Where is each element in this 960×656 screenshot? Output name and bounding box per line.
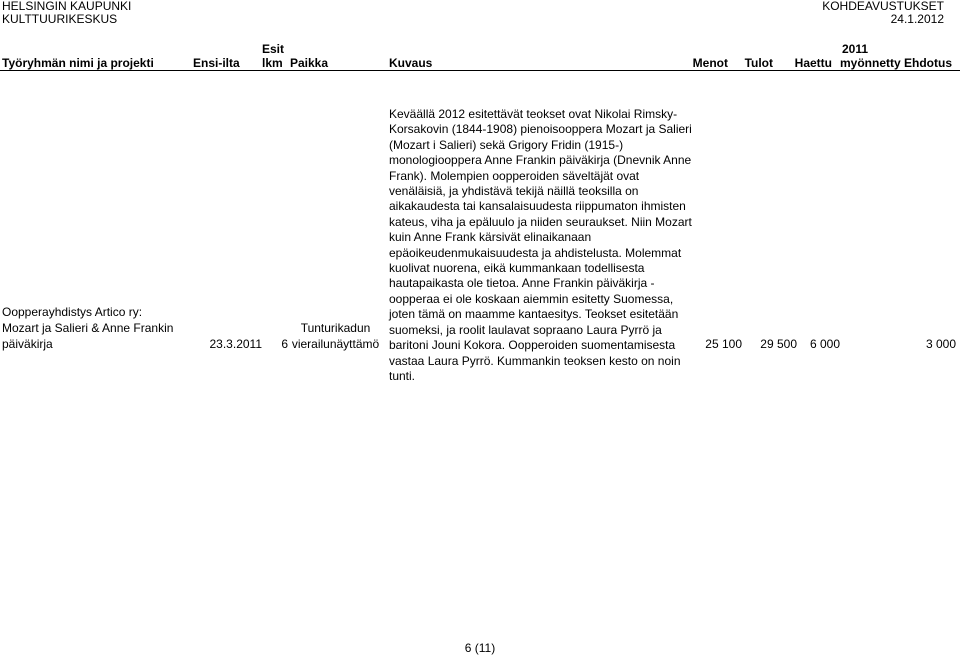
row-group-name bbox=[2, 305, 173, 351]
group-name-line: Oopperayhdistys Artico ry: bbox=[2, 305, 143, 319]
column-header-count-top: Esit bbox=[262, 42, 285, 56]
venue-line: Tunturikadun bbox=[300, 321, 371, 335]
group-name-line: Mozart ja Salieri & Anne Frankin bbox=[2, 321, 174, 335]
org-department: KULTTUURIKESKUS bbox=[2, 12, 118, 26]
row-description: Keväällä 2012 esitettävät teokset ovat Nikolai Rimsky-Korsakovin (1844-1908) pienoisooppera Mozart ja Salieri (Mozart i Salieri) sekä Grigory Fridin (1915-) monologiooppera Anne Frankin päiväkirja (Dnevnik Anne Frank). Molempien oopperoiden säveltäjät ovat venäläisiä, ja yhdistävä tekijä näillä teoksilla on aikakaudesta tai kansalaisuudesta riippumaton ihmisten kateus, viha ja epäluulo ja niiden seuraukset. Niin Mozart kuin Anne Frank kärsivät elinaikanaan epäoikeudenmukaisuudesta ja ahdistelusta. Molemmat kuolivat nuorena, eikä kummankaan todellisesta hautapaikasta ole tietoa. Anne Frankin päiväkirja -oopperaa ei ole koskaan aiemmin esitetty Suomessa, joten tämä on maamme kantaesitys. Teokset esitetään suomeksi, ja roolit laulavat sopraano Laura Pyrrö ja baritoni Jouni Kokora. Oopperoiden suomentamisesta vastaa Laura Pyrrö. Kummankin teoksen kesto on noin tunti. bbox=[389, 107, 692, 383]
venue-line: vierailunäyttämö bbox=[291, 337, 380, 351]
column-header-applied: Haettu bbox=[794, 56, 832, 70]
row-applied: 6 000 bbox=[809, 337, 840, 351]
row-proposal: 3 000 bbox=[925, 337, 956, 351]
column-header-granted-top: 2011 bbox=[842, 42, 869, 56]
column-header-income: Tulot bbox=[744, 56, 773, 70]
row-expenses: 25 100 bbox=[705, 337, 742, 351]
column-header-group: Työryhmän nimi ja projekti bbox=[2, 56, 154, 70]
page-number: 6 (11) bbox=[464, 641, 496, 655]
org-name: HELSINGIN KAUPUNKI bbox=[2, 0, 132, 13]
group-name-line: päiväkirja bbox=[2, 337, 53, 351]
column-header-proposal: Ehdotus bbox=[904, 56, 952, 70]
column-header-description: Kuvaus bbox=[389, 56, 433, 70]
row-premiere-date: 23.3.2011 bbox=[209, 337, 262, 351]
column-header-premiere: Ensi-ilta bbox=[193, 56, 240, 70]
document-type: KOHDEAVUSTUKSET bbox=[822, 0, 944, 13]
document-date: 24.1.2012 bbox=[890, 12, 944, 26]
row-venue bbox=[287, 321, 384, 351]
row-income: 29 500 bbox=[760, 337, 797, 351]
column-header-count-bottom: lkm bbox=[262, 56, 283, 70]
column-header-venue: Paikka bbox=[290, 56, 329, 70]
column-header-expenses: Menot bbox=[692, 56, 728, 70]
row-performance-count: 6 bbox=[281, 337, 288, 351]
column-header-granted-bottom: myönnetty bbox=[840, 56, 901, 70]
header-divider bbox=[0, 70, 960, 71]
